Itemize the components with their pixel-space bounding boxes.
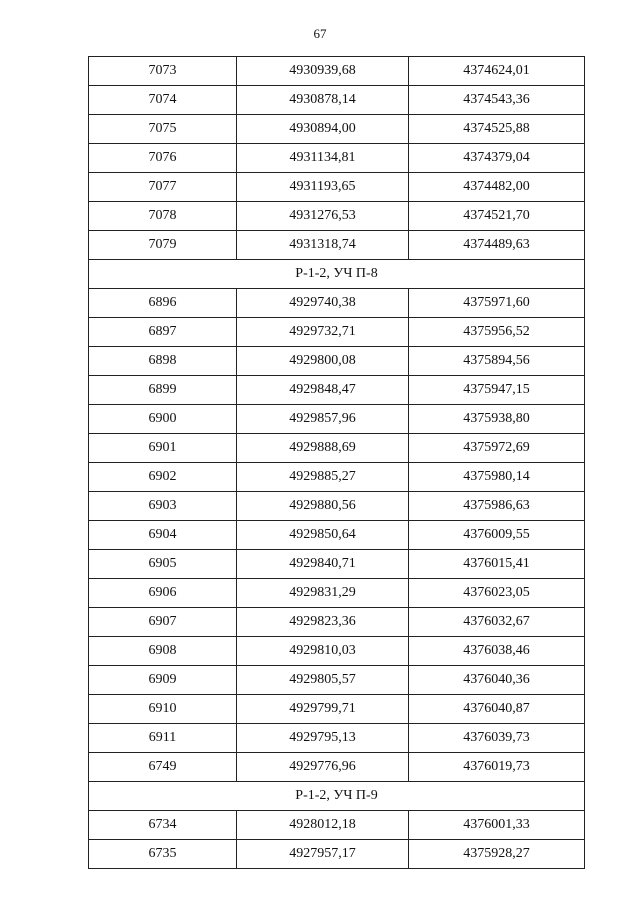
- point-number-cell: 6902: [89, 463, 237, 492]
- y-coordinate-cell: 4375938,80: [409, 405, 585, 434]
- y-coordinate-cell: 4376019,73: [409, 753, 585, 782]
- x-coordinate-cell: 4930878,14: [237, 86, 409, 115]
- table-row: [89, 811, 585, 840]
- y-coordinate-cell: 4374543,36: [409, 86, 585, 115]
- y-coordinate-cell: 4375986,63: [409, 492, 585, 521]
- x-coordinate-cell: 4929840,71: [237, 550, 409, 579]
- y-coordinate-cell: 4376039,73: [409, 724, 585, 753]
- table-row: [89, 666, 585, 695]
- point-number-cell: 6909: [89, 666, 237, 695]
- table-row: [89, 144, 585, 173]
- y-coordinate-cell: 4376023,05: [409, 579, 585, 608]
- point-number-cell: 6734: [89, 811, 237, 840]
- table-row: [89, 695, 585, 724]
- point-number-cell: 6749: [89, 753, 237, 782]
- point-number-cell: 7077: [89, 173, 237, 202]
- x-coordinate-cell: 4931134,81: [237, 144, 409, 173]
- y-coordinate-cell: 4376015,41: [409, 550, 585, 579]
- x-coordinate-cell: 4929850,64: [237, 521, 409, 550]
- point-number-cell: 6905: [89, 550, 237, 579]
- x-coordinate-cell: 4927957,17: [237, 840, 409, 869]
- table-row: [89, 579, 585, 608]
- x-coordinate-cell: 4929857,96: [237, 405, 409, 434]
- y-coordinate-cell: 4375928,27: [409, 840, 585, 869]
- point-number-cell: 6903: [89, 492, 237, 521]
- y-coordinate-cell: 4374624,01: [409, 57, 585, 86]
- coordinates-table: [88, 56, 585, 869]
- section-header-row: [89, 260, 585, 289]
- y-coordinate-cell: 4375980,14: [409, 463, 585, 492]
- table-row: [89, 86, 585, 115]
- x-coordinate-cell: 4929831,29: [237, 579, 409, 608]
- section-header-row: [89, 782, 585, 811]
- table-row: [89, 376, 585, 405]
- table-row: [89, 724, 585, 753]
- point-number-cell: 6911: [89, 724, 237, 753]
- table-row: [89, 173, 585, 202]
- point-number-cell: 7078: [89, 202, 237, 231]
- point-number-cell: 6897: [89, 318, 237, 347]
- table-row: [89, 463, 585, 492]
- y-coordinate-cell: 4374489,63: [409, 231, 585, 260]
- table-row: [89, 115, 585, 144]
- point-number-cell: 6735: [89, 840, 237, 869]
- y-coordinate-cell: 4375956,52: [409, 318, 585, 347]
- x-coordinate-cell: 4931276,53: [237, 202, 409, 231]
- point-number-cell: 6898: [89, 347, 237, 376]
- x-coordinate-cell: 4929795,13: [237, 724, 409, 753]
- table-row: [89, 840, 585, 869]
- point-number-cell: 7073: [89, 57, 237, 86]
- table-row: [89, 608, 585, 637]
- y-coordinate-cell: 4376001,33: [409, 811, 585, 840]
- table-row: [89, 521, 585, 550]
- point-number-cell: 7074: [89, 86, 237, 115]
- section-title: Р-1-2, УЧ П-8: [89, 260, 585, 289]
- x-coordinate-cell: 4930894,00: [237, 115, 409, 144]
- y-coordinate-cell: 4374482,00: [409, 173, 585, 202]
- point-number-cell: 7079: [89, 231, 237, 260]
- table-row: [89, 289, 585, 318]
- x-coordinate-cell: 4929799,71: [237, 695, 409, 724]
- point-number-cell: 6908: [89, 637, 237, 666]
- point-number-cell: 7075: [89, 115, 237, 144]
- point-number-cell: 6896: [89, 289, 237, 318]
- x-coordinate-cell: 4931193,65: [237, 173, 409, 202]
- y-coordinate-cell: 4375947,15: [409, 376, 585, 405]
- point-number-cell: 6901: [89, 434, 237, 463]
- section-title: Р-1-2, УЧ П-9: [89, 782, 585, 811]
- y-coordinate-cell: 4375972,69: [409, 434, 585, 463]
- table-row: [89, 550, 585, 579]
- point-number-cell: 6910: [89, 695, 237, 724]
- y-coordinate-cell: 4376009,55: [409, 521, 585, 550]
- table-row: [89, 347, 585, 376]
- x-coordinate-cell: 4929800,08: [237, 347, 409, 376]
- table-row: [89, 318, 585, 347]
- y-coordinate-cell: 4376040,87: [409, 695, 585, 724]
- x-coordinate-cell: 4929848,47: [237, 376, 409, 405]
- y-coordinate-cell: 4374521,70: [409, 202, 585, 231]
- x-coordinate-cell: 4929885,27: [237, 463, 409, 492]
- x-coordinate-cell: 4928012,18: [237, 811, 409, 840]
- x-coordinate-cell: 4929810,03: [237, 637, 409, 666]
- x-coordinate-cell: 4929880,56: [237, 492, 409, 521]
- y-coordinate-cell: 4376040,36: [409, 666, 585, 695]
- table-row: [89, 492, 585, 521]
- table-row: [89, 434, 585, 463]
- y-coordinate-cell: 4374525,88: [409, 115, 585, 144]
- point-number-cell: 6900: [89, 405, 237, 434]
- coordinates-table-body: [89, 57, 585, 869]
- point-number-cell: 6906: [89, 579, 237, 608]
- table-row: [89, 405, 585, 434]
- point-number-cell: 6904: [89, 521, 237, 550]
- x-coordinate-cell: 4929732,71: [237, 318, 409, 347]
- x-coordinate-cell: 4929776,96: [237, 753, 409, 782]
- point-number-cell: 6907: [89, 608, 237, 637]
- y-coordinate-cell: 4376038,46: [409, 637, 585, 666]
- x-coordinate-cell: 4931318,74: [237, 231, 409, 260]
- x-coordinate-cell: 4930939,68: [237, 57, 409, 86]
- table-row: [89, 753, 585, 782]
- point-number-cell: 6899: [89, 376, 237, 405]
- point-number-cell: 7076: [89, 144, 237, 173]
- page-number: 67: [313, 26, 327, 41]
- x-coordinate-cell: 4929805,57: [237, 666, 409, 695]
- y-coordinate-cell: 4375971,60: [409, 289, 585, 318]
- x-coordinate-cell: 4929888,69: [237, 434, 409, 463]
- x-coordinate-cell: 4929823,36: [237, 608, 409, 637]
- table-row: [89, 202, 585, 231]
- y-coordinate-cell: 4376032,67: [409, 608, 585, 637]
- y-coordinate-cell: 4375894,56: [409, 347, 585, 376]
- x-coordinate-cell: 4929740,38: [237, 289, 409, 318]
- table-row: [89, 637, 585, 666]
- table-row: [89, 231, 585, 260]
- table-row: [89, 57, 585, 86]
- y-coordinate-cell: 4374379,04: [409, 144, 585, 173]
